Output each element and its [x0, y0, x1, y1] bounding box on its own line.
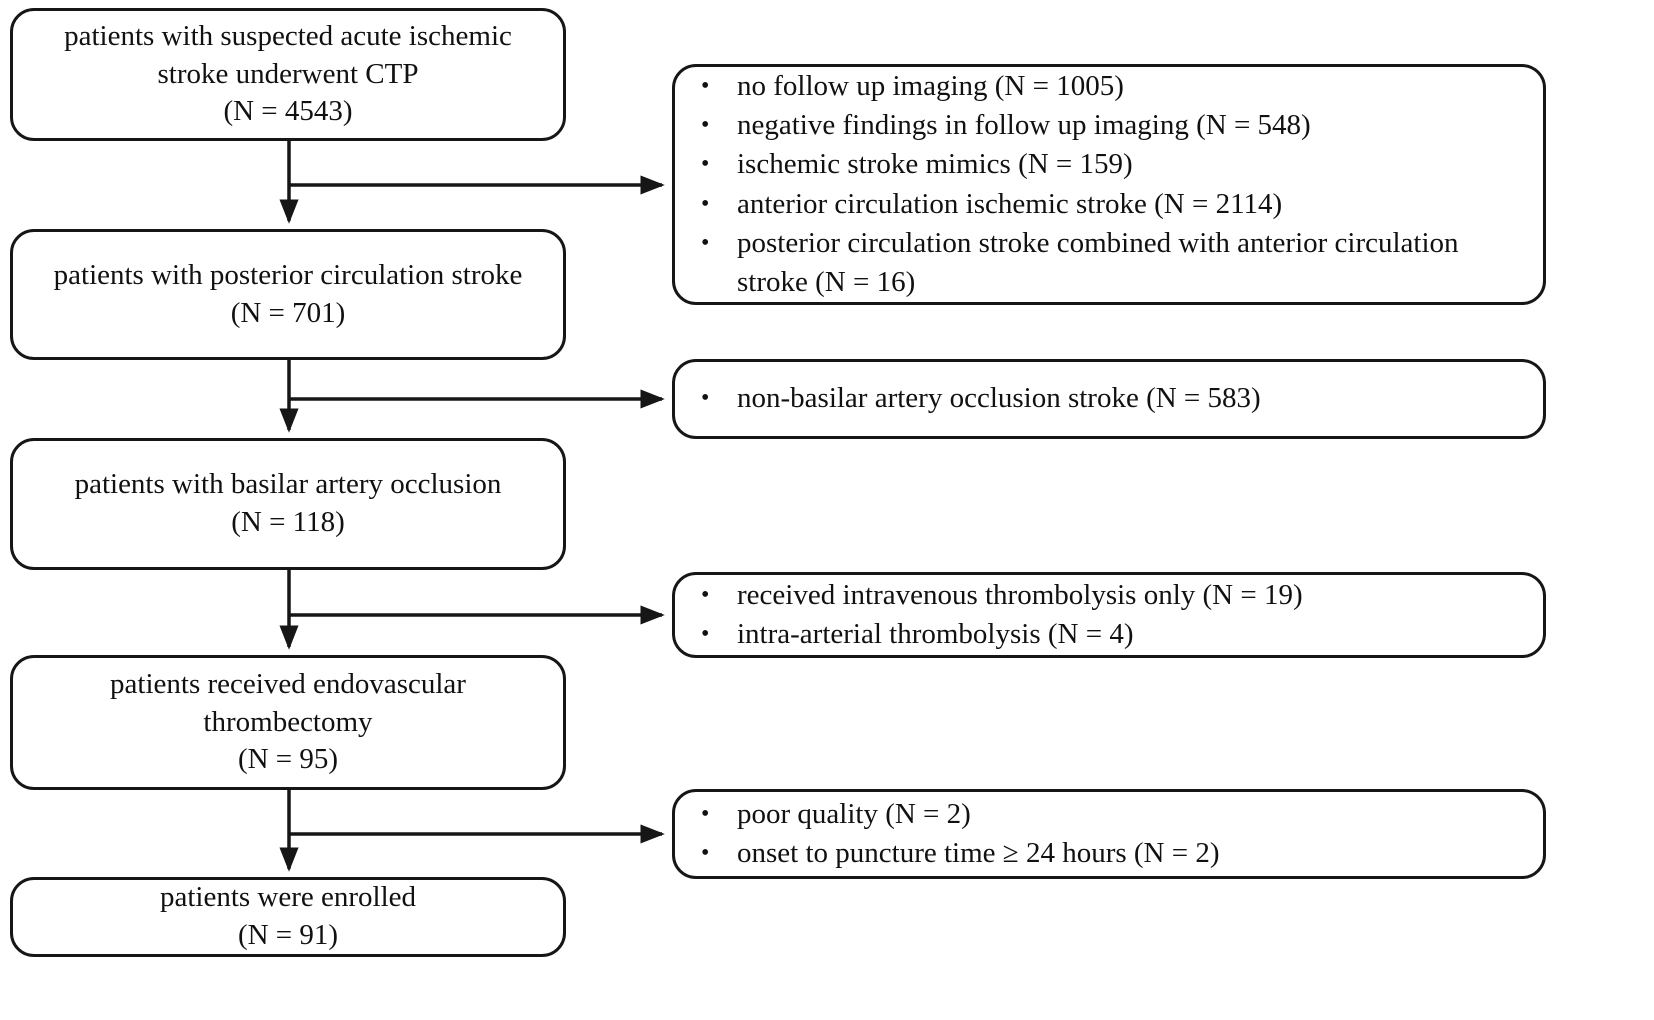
bullet-icon: • [701, 190, 710, 217]
flow-box-title: patients were enrolled [159, 881, 417, 914]
flow-box-title: patients received endovascular thrombectomy [110, 667, 466, 738]
flow-box-count: (N = 4543) [223, 95, 353, 128]
bullet-icon: • [701, 73, 710, 100]
flow-box-title: patients with posterior circulation stroke [53, 258, 523, 291]
bullet-text: anterior circulation ischemic stroke (N = 2114) [737, 187, 1283, 220]
flow-box-title: patients with suspected acute ischemic stroke underwent CTP [64, 19, 512, 90]
bullet-icon: • [701, 800, 710, 827]
bullet-icon: • [701, 151, 710, 178]
exclusion-box-thrombolysis [672, 572, 1546, 658]
bullet-item [693, 379, 1525, 418]
bullet-text: non-basilar artery occlusion stroke (N = 583) [737, 382, 1261, 415]
bullet-item [693, 67, 1525, 106]
bullet-icon: • [701, 840, 710, 866]
flow-box-count: (N = 95) [237, 743, 339, 776]
flow-box-count: (N = 701) [230, 296, 346, 329]
flow-box-count: (N = 91) [237, 919, 339, 951]
flow-box-basilar-occlusion [10, 438, 566, 570]
bullet-item [693, 224, 1525, 302]
exclusion-box-non-basilar [672, 359, 1546, 439]
bullet-icon: • [701, 385, 710, 412]
flow-box-enrolled [10, 877, 566, 957]
bullet-icon: • [701, 621, 710, 647]
flow-box-suspected-stroke [10, 8, 566, 141]
bullet-text: onset to puncture time ≥ 24 hours (N = 2) [737, 837, 1220, 869]
bullet-item [693, 576, 1525, 615]
bullet-item [693, 145, 1525, 184]
exclusion-box-imaging [672, 64, 1546, 305]
flow-box-thrombectomy [10, 655, 566, 790]
bullet-text: posterior circulation stroke combined with anterior circulation stroke (N = 16) [737, 226, 1459, 298]
bullet-icon: • [701, 581, 710, 608]
bullet-item [693, 834, 1525, 873]
bullet-text: received intravenous thrombolysis only (N = 19) [737, 578, 1303, 611]
exclusion-box-quality-time [672, 789, 1546, 879]
bullet-icon: • [701, 229, 710, 256]
flow-box-title: patients with basilar artery occlusion [74, 468, 502, 501]
bullet-text: intra-arterial thrombolysis (N = 4) [737, 618, 1134, 650]
bullet-text: negative findings in follow up imaging (N = 548) [737, 109, 1311, 142]
bullet-text: ischemic stroke mimics (N = 159) [737, 148, 1133, 181]
bullet-text: no follow up imaging (N = 1005) [737, 70, 1124, 103]
bullet-icon: • [701, 112, 710, 139]
bullet-item [693, 185, 1525, 224]
flow-box-posterior-circulation [10, 229, 566, 360]
bullet-item [693, 106, 1525, 145]
bullet-text: poor quality (N = 2) [737, 797, 971, 830]
flow-box-count: (N = 118) [231, 506, 345, 538]
bullet-item [693, 615, 1525, 654]
bullet-item [693, 795, 1525, 834]
